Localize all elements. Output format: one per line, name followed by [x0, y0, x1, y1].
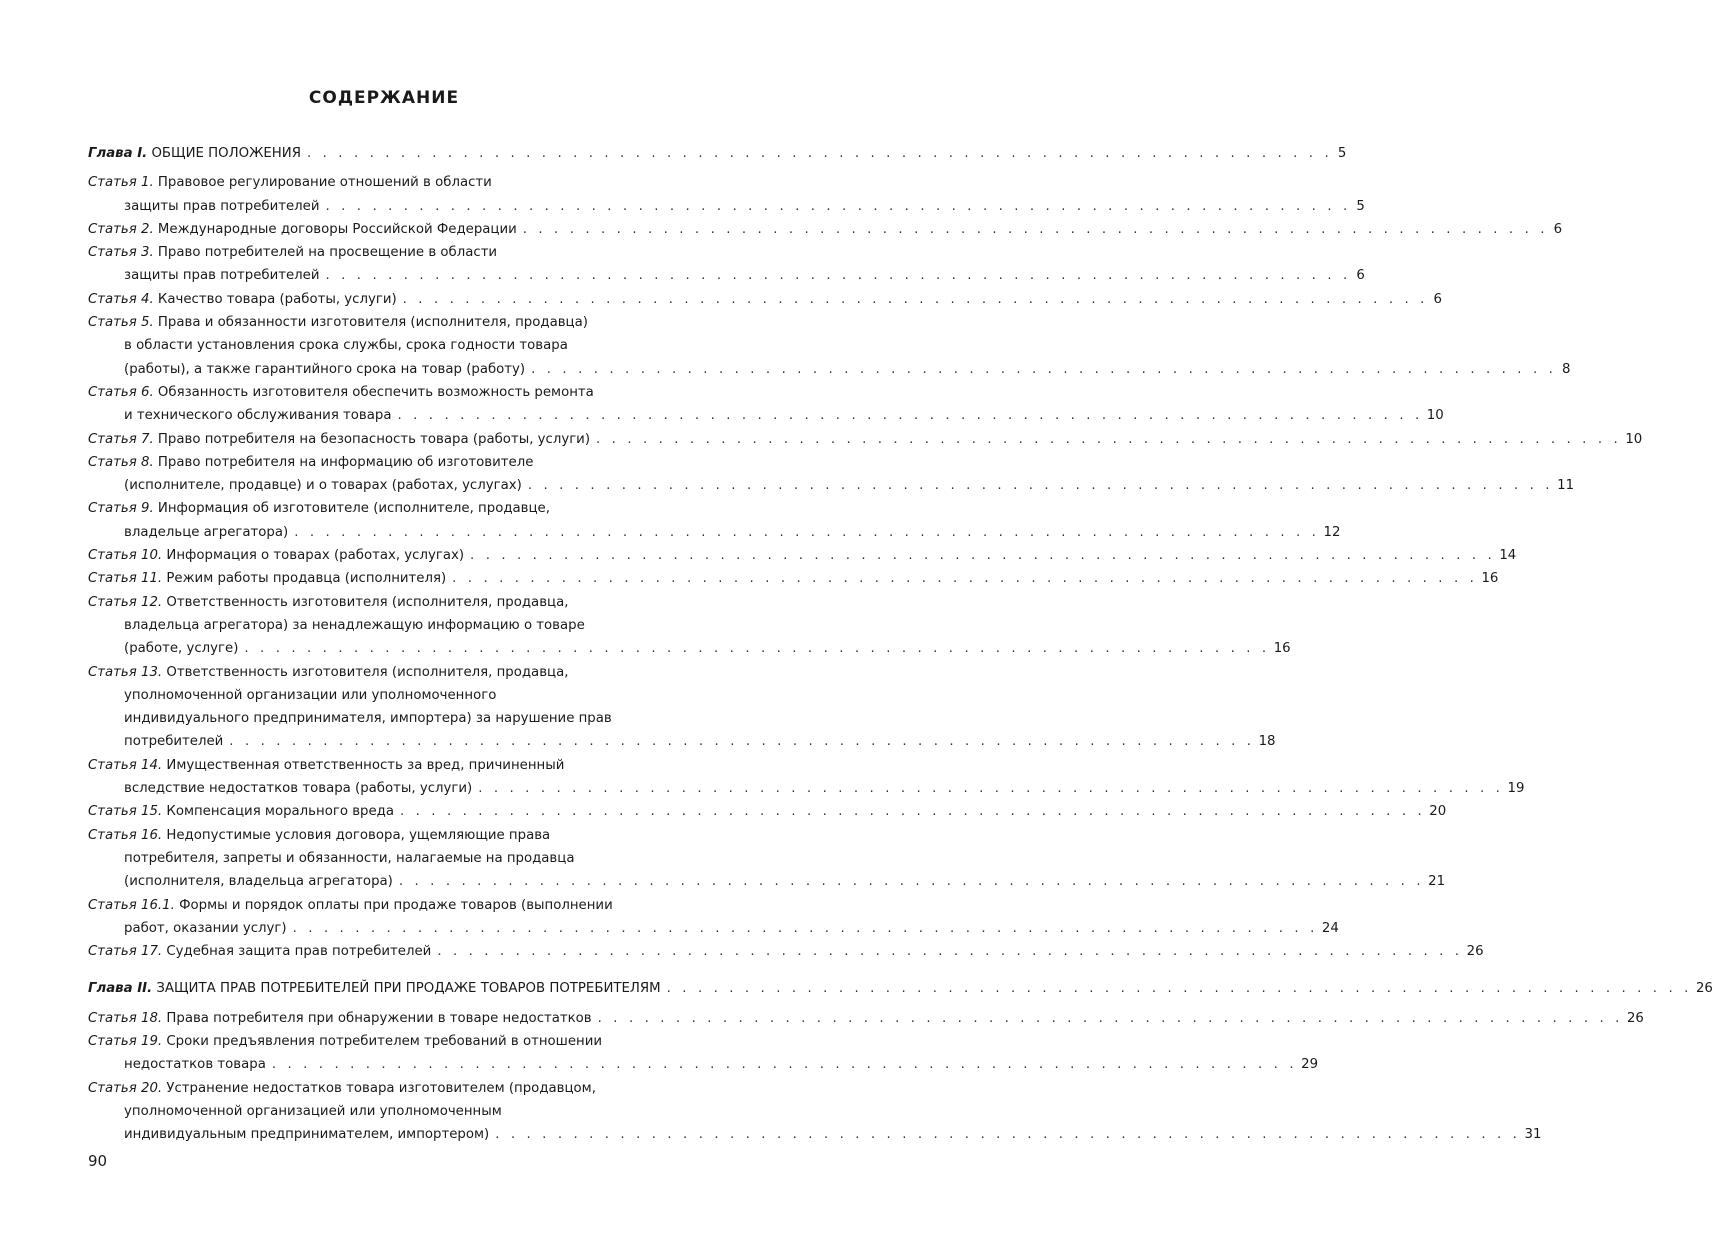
toc-line	[88, 428, 1643, 451]
toc-article-entry	[88, 311, 1571, 381]
toc-article-entry	[88, 241, 1365, 288]
page-ref: 16	[1481, 571, 1499, 587]
toc-line	[88, 847, 710, 870]
toc-line	[88, 451, 710, 474]
dot-leader: . . . . . . . . . . . . . . . . . . . . . . . . . . . . . . . . . . . . . . . . . . . . . . . . . . . . . . . . . . . . . . . . . .	[402, 291, 1428, 307]
dot-leader: . . . . . . . . . . . . . . . . . . . . . . . . . . . . . . . . . . . . . . . . . . . . . . . . . . . . . . . . . . . . . . . . . .	[229, 734, 1255, 750]
toc-line	[88, 824, 710, 847]
entry-title-text: Права и обязанности изготовителя (исполнителя, продавца)	[157, 315, 588, 331]
article-number: Статья 6.	[88, 384, 154, 400]
toc-line	[88, 684, 710, 707]
toc-article-entry	[88, 661, 1276, 754]
article-number: Статья 9.	[88, 501, 154, 517]
toc-line	[88, 311, 710, 334]
dot-leader: . . . . . . . . . . . . . . . . . . . . . . . . . . . . . . . . . . . . . . . . . . . . . . . . . . . . . . . . . . . . . . . . . .	[531, 361, 1557, 377]
toc-line	[88, 1053, 1319, 1076]
page-ref: 10	[1625, 431, 1643, 447]
entry-title-text: ОБЩИЕ ПОЛОЖЕНИЯ	[151, 146, 301, 161]
toc-article-entry	[88, 288, 1442, 311]
toc-line	[88, 171, 710, 194]
article-number: Статья 18.	[88, 1010, 163, 1026]
toc-line	[88, 614, 710, 637]
toc-line	[88, 940, 1484, 963]
page-ref: 26	[1626, 1010, 1644, 1026]
dot-leader: . . . . . . . . . . . . . . . . . . . . . . . . . . . . . . . . . . . . . . . . . . . . . . . . . . . . . . . . . . . . . . . . . .	[437, 944, 1463, 960]
entry-title-text: Ответственность изготовителя (исполнителя, продавца,	[166, 594, 569, 610]
entry-title-text: Качество товара (работы, услуги)	[157, 291, 397, 307]
table-of-contents	[88, 139, 1713, 1146]
toc-article-entry	[88, 1007, 1644, 1030]
toc-line	[88, 264, 1365, 287]
toc-line	[88, 521, 1341, 544]
page-ref: 26	[1695, 981, 1713, 997]
page-ref: 6	[1553, 221, 1563, 237]
entry-title-text: Права потребителя при обнаружении в товаре недостатков	[166, 1010, 592, 1026]
toc-line	[88, 800, 1447, 823]
toc-article-entry	[88, 1030, 1319, 1077]
article-number: Статья 4.	[88, 291, 154, 307]
toc-line	[88, 870, 1446, 893]
article-number: Статья 12.	[88, 594, 163, 610]
entry-title-text: Недопустимые условия договора, ущемляющие права	[166, 827, 551, 843]
entry-title-text: вследствие недостатков товара (работы, услуги)	[124, 781, 473, 797]
entry-title-text: Обязанность изготовителя обеспечить возможность ремонта	[157, 384, 594, 400]
toc-article-entry	[88, 381, 1444, 428]
article-number: Статья 7.	[88, 431, 154, 447]
toc-article-entry	[88, 428, 1643, 451]
dot-leader: . . . . . . . . . . . . . . . . . . . . . . . . . . . . . . . . . . . . . . . . . . . . . . . . . . . . . . . . . . . . . . . . . .	[325, 198, 1351, 214]
toc-article-entry	[88, 451, 1575, 498]
page-ref: 21	[1428, 874, 1446, 890]
dot-leader: . . . . . . . . . . . . . . . . . . . . . . . . . . . . . . . . . . . . . . . . . . . . . . . . . . . . . . . . . . . . . . . . . .	[271, 1057, 1298, 1073]
toc-line	[88, 894, 710, 917]
dot-leader: . . . . . . . . . . . . . . . . . . . . . . . . . . . . . . . . . . . . . . . . . . . . . . . . . . . . . . . . . . . . . . . . . .	[495, 1127, 1521, 1143]
dot-leader: . . . . . . . . . . . . . . . . . . . . . . . . . . . . . . . . . . . . . . . . . . . . . . . . . . . . . . . . . . . . . . . . . .	[596, 431, 1622, 447]
toc-line	[88, 334, 710, 357]
dot-leader: . . . . . . . . . . . . . . . . . . . . . . . . . . . . . . . . . . . . . . . . . . . . . . . . . . . . . . . . . . . . . . . . . .	[292, 920, 1318, 936]
entry-title-text: и технического обслуживания товара	[124, 408, 392, 424]
entry-title-text: в области установления срока службы, срока годности товара	[124, 338, 568, 354]
page-ref: 31	[1524, 1127, 1542, 1143]
toc-article-entry	[88, 754, 1525, 801]
toc-line	[88, 591, 710, 614]
entry-title-text: потребителя, запреты и обязанности, налагаемые на продавца	[124, 850, 575, 866]
toc-line	[88, 917, 1339, 940]
entry-title-text: (работе, услуге)	[124, 641, 239, 657]
toc-article-entry	[88, 1077, 1542, 1147]
toc-line	[88, 777, 1525, 800]
entry-title-text: потребителей	[124, 734, 224, 750]
entry-title-text: Международные договоры Российской Федерации	[157, 221, 517, 237]
page-ref: 5	[1337, 146, 1347, 161]
entry-title-text: уполномоченной организации или уполномоченного	[124, 687, 497, 703]
toc-line	[88, 288, 1442, 311]
article-number: Статья 11.	[88, 571, 163, 587]
entry-title-text: Формы и порядок оплаты при продаже товаров (выполнении	[179, 897, 613, 913]
entry-title-text: индивидуального предпринимателя, импортера) за нарушение прав	[124, 711, 612, 727]
article-number: Статья 13.	[88, 664, 163, 680]
article-number: Статья 16.	[88, 827, 163, 843]
page-ref: 5	[1356, 198, 1365, 214]
entry-title-text: Ответственность изготовителя (исполнителя, продавца,	[166, 664, 569, 680]
toc-line	[88, 142, 1347, 165]
entry-title-text: Устранение недостатков товара изготовителем (продавцом,	[166, 1080, 596, 1096]
dot-leader: . . . . . . . . . . . . . . . . . . . . . . . . . . . . . . . . . . . . . . . . . . . . . . . . . . . . . . . . . . . . . . . . . .	[452, 571, 1478, 587]
toc-line	[88, 404, 1444, 427]
toc-line	[88, 567, 1499, 590]
toc-article-entry	[88, 567, 1499, 590]
chapter-number: Глава I.	[88, 146, 148, 161]
entry-title-text: (исполнителе, продавце) и о товарах (работах, услугах)	[124, 478, 522, 494]
toc-line	[88, 637, 1291, 660]
dot-leader: . . . . . . . . . . . . . . . . . . . . . . . . . . . . . . . . . . . . . . . . . . . . . . . . . . . . . . . . . . . . . . . . . .	[244, 641, 1270, 657]
page-ref: 6	[1356, 268, 1365, 284]
entry-title-text: уполномоченной организацией или уполномоченным	[124, 1103, 502, 1119]
toc-chapter-entry	[88, 977, 1713, 1000]
article-number: Статья 14.	[88, 757, 163, 773]
toc-article-entry	[88, 824, 1446, 894]
toc-article-entry	[88, 218, 1563, 241]
entry-title-text: Информация об изготовителе (исполнителе, продавце,	[157, 501, 550, 517]
dot-leader: . . . . . . . . . . . . . . . . . . . . . . . . . . . . . . . . . . . . . . . . . . . . . . . . . . . . . . . . . . . . . . . . . .	[397, 408, 1423, 424]
page-ref: 16	[1273, 641, 1291, 657]
dot-leader: . . . . . . . . . . . . . . . . . . . . . . . . . . . . . . . . . . . . . . . . . . . . . . . . . . . . . . . . . . . . . . . . . .	[666, 981, 1692, 997]
toc-article-entry	[88, 497, 1341, 544]
toc-article-entry	[88, 544, 1517, 567]
page-number: 90	[88, 1152, 108, 1170]
article-number: Статья 2.	[88, 221, 154, 237]
article-number: Статья 10.	[88, 548, 163, 564]
toc-article-entry	[88, 171, 1365, 218]
article-number: Статья 5.	[88, 315, 154, 331]
entry-title-text: Право потребителя на информацию об изготовителе	[157, 454, 534, 470]
dot-leader: . . . . . . . . . . . . . . . . . . . . . . . . . . . . . . . . . . . . . . . . . . . . . . . . . . . . . . . . . . . . . . . . . .	[470, 548, 1496, 564]
dot-leader: . . . . . . . . . . . . . . . . . . . . . . . . . . . . . . . . . . . . . . . . . . . . . . . . . . . . . . . . . . . . . . . . . .	[400, 804, 1426, 820]
page-ref: 29	[1301, 1057, 1319, 1073]
entry-title-text: защиты прав потребителей	[124, 268, 320, 284]
chapter-number: Глава II.	[88, 981, 153, 997]
toc-line	[88, 381, 710, 404]
toc-line	[88, 1030, 710, 1053]
dot-leader: . . . . . . . . . . . . . . . . . . . . . . . . . . . . . . . . . . . . . . . . . . . . . . . . . . . . . . . . . . . . . . . . . .	[597, 1010, 1623, 1026]
entry-title-text: недостатков товара	[124, 1057, 266, 1073]
toc-line	[88, 195, 1365, 218]
entry-title-text: Право потребителя на безопасность товара (работы, услуги)	[157, 431, 591, 447]
entry-title-text: Информация о товарах (работах, услугах)	[166, 548, 465, 564]
toc-article-entry	[88, 894, 1339, 941]
dot-leader: . . . . . . . . . . . . . . . . . . . . . . . . . . . . . . . . . . . . . . . . . . . . . . . . . . . . . . . . . . . . . . . . . .	[325, 268, 1351, 284]
page-ref: 12	[1323, 524, 1341, 540]
page-ref: 8	[1561, 361, 1571, 377]
article-number: Статья 19.	[88, 1033, 163, 1049]
toc-line	[88, 661, 710, 684]
dot-leader: . . . . . . . . . . . . . . . . . . . . . . . . . . . . . . . . . . . . . . . . . . . . . . . . . . . . . . . . . . . . . . . . . .	[398, 874, 1425, 890]
toc-line	[88, 754, 710, 777]
toc-article-entry	[88, 940, 1484, 963]
toc-line	[88, 358, 1571, 381]
article-number: Статья 20.	[88, 1080, 163, 1096]
dot-leader: . . . . . . . . . . . . . . . . . . . . . . . . . . . . . . . . . . . . . . . . . . . . . . . . . . . . . . . . . . . . . . . . . .	[527, 478, 1554, 494]
toc-line	[88, 241, 710, 264]
entry-title-text: владельца агрегатора) за ненадлежащую информацию о товаре	[124, 617, 585, 633]
toc-line	[88, 474, 1575, 497]
toc-line	[88, 497, 710, 520]
entry-title-text: Имущественная ответственность за вред, причиненный	[166, 757, 565, 773]
toc-line	[88, 1100, 710, 1123]
entry-title-text: работ, оказании услуг)	[124, 920, 287, 936]
dot-leader: . . . . . . . . . . . . . . . . . . . . . . . . . . . . . . . . . . . . . . . . . . . . . . . . . . . . . . . . . . . . . . . . . .	[478, 781, 1504, 797]
page-ref: 18	[1258, 734, 1276, 750]
page-ref: 26	[1466, 944, 1484, 960]
page-ref: 20	[1429, 804, 1447, 820]
page-ref: 24	[1321, 920, 1339, 936]
entry-title-text: Правовое регулирование отношений в области	[157, 175, 492, 191]
toc-chapter-entry	[88, 142, 1347, 165]
article-number: Статья 1.	[88, 175, 154, 191]
toc-line	[88, 977, 1713, 1000]
entry-title-text: Компенсация морального вреда	[166, 804, 394, 820]
entry-title-text: индивидуальным предпринимателем, импортером)	[124, 1127, 490, 1143]
page-ref: 6	[1433, 291, 1442, 307]
dot-leader: . . . . . . . . . . . . . . . . . . . . . . . . . . . . . . . . . . . . . . . . . . . . . . . . . . . . . . . . . . . . . . . . . .	[294, 524, 1320, 540]
dot-leader: . . . . . . . . . . . . . . . . . . . . . . . . . . . . . . . . . . . . . . . . . . . . . . . . . . . . . . . . . . . . . . . . . .	[306, 146, 1333, 161]
toc-line	[88, 707, 710, 730]
page-ref: 19	[1507, 781, 1525, 797]
entry-title-text: Право потребителей на просвещение в области	[157, 245, 498, 261]
toc-article-entry	[88, 800, 1447, 823]
entry-title-text: Судебная защита прав потребителей	[166, 944, 432, 960]
page-ref: 10	[1426, 408, 1444, 424]
toc-line	[88, 1077, 710, 1100]
toc-line	[88, 730, 1276, 753]
toc-line	[88, 1007, 1644, 1030]
entry-title-text: Режим работы продавца (исполнителя)	[166, 571, 447, 587]
entry-title-text: Сроки предъявления потребителем требований в отношении	[166, 1033, 603, 1049]
article-number: Статья 16.1.	[88, 897, 175, 913]
page-ref: 11	[1557, 478, 1575, 494]
entry-title-text: (исполнителя, владельца агрегатора)	[124, 874, 393, 890]
toc-article-entry	[88, 591, 1291, 661]
toc-line	[88, 544, 1517, 567]
dot-leader: . . . . . . . . . . . . . . . . . . . . . . . . . . . . . . . . . . . . . . . . . . . . . . . . . . . . . . . . . . . . . . . . . .	[522, 221, 1549, 237]
entry-title-text: владельце агрегатора)	[124, 524, 289, 540]
toc-line	[88, 1123, 1542, 1146]
article-number: Статья 17.	[88, 944, 163, 960]
article-number: Статья 8.	[88, 454, 154, 470]
page-title: СОДЕРЖАНИЕ	[308, 88, 460, 108]
entry-title-text: ЗАЩИТА ПРАВ ПОТРЕБИТЕЛЕЙ ПРИ ПРОДАЖЕ ТОВАРОВ ПОТРЕБИТЕЛЯМ	[156, 981, 661, 997]
entry-title-text: защиты прав потребителей	[124, 198, 320, 214]
page-ref: 14	[1499, 548, 1517, 564]
entry-title-text: (работы), а также гарантийного срока на товар (работу)	[124, 361, 526, 377]
article-number: Статья 3.	[88, 245, 154, 261]
toc-line	[88, 218, 1563, 241]
article-number: Статья 15.	[88, 804, 163, 820]
